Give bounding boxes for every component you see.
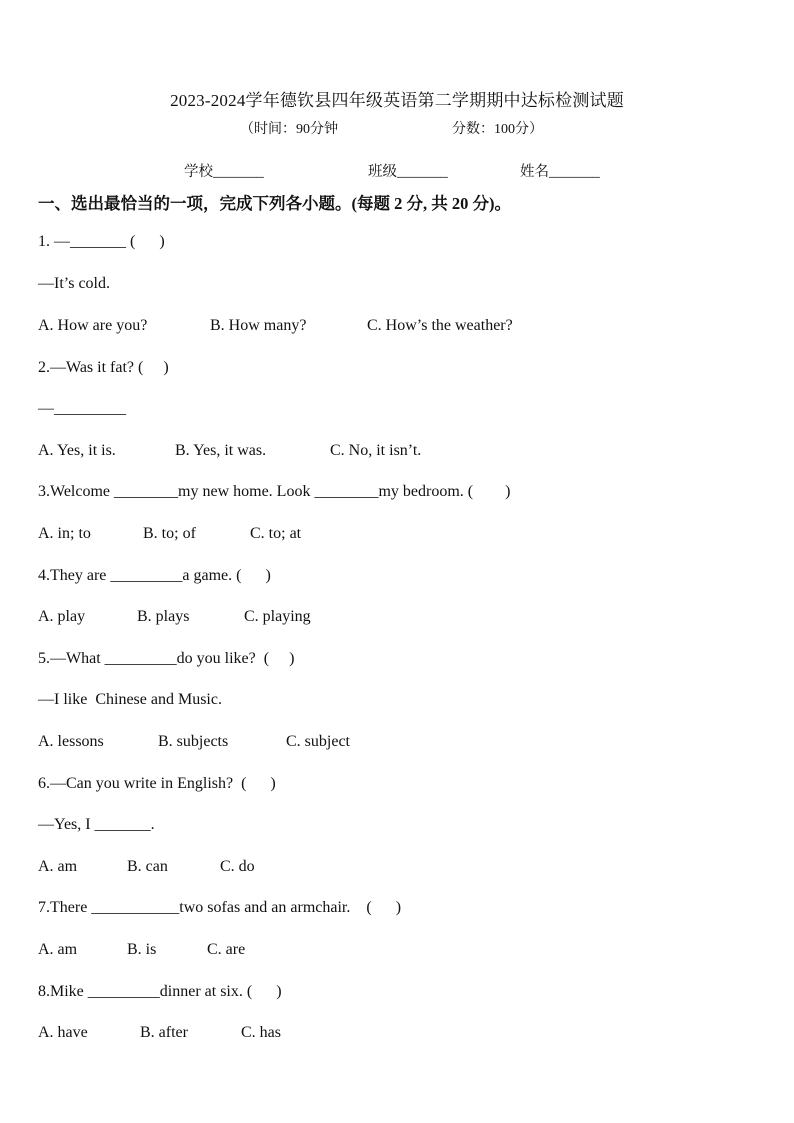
option-a[interactable]: A. Yes, it is. bbox=[38, 442, 116, 459]
question-2-dialogue: —_________ bbox=[38, 400, 126, 417]
option-c[interactable]: C. subject bbox=[286, 733, 350, 750]
option-b[interactable]: B. How many? bbox=[210, 317, 307, 334]
option-c[interactable]: C. to; at bbox=[250, 525, 302, 542]
question-7-options bbox=[38, 941, 778, 1013]
question-3-options bbox=[38, 525, 778, 597]
option-c[interactable]: C. playing bbox=[244, 608, 311, 625]
question-4-stem: 4.They are _________a game. ( ) bbox=[38, 567, 271, 584]
question-6-dialogue: —Yes, I _______. bbox=[38, 816, 155, 833]
question-6-stem: 6.—Can you write in English? ( ) bbox=[38, 775, 276, 792]
option-c[interactable]: C. No, it isn’t. bbox=[330, 442, 422, 459]
option-a[interactable]: A. in; to bbox=[38, 525, 91, 542]
page-title: 2023-2024学年德钦县四年级英语第二学期期中达标检测试题 bbox=[170, 91, 624, 110]
question-1-dialogue: —It’s cold. bbox=[38, 275, 110, 292]
question-6-options bbox=[38, 858, 778, 930]
question-7-stem: 7.There ___________two sofas and an armchair. ( ) bbox=[38, 899, 402, 916]
section-heading: 一、选出最恰当的一项，完成下列各小题。(每题 2 分, 共 20 分)。 bbox=[38, 194, 511, 213]
option-b[interactable]: B. Yes, it was. bbox=[175, 442, 267, 459]
name-field[interactable]: 姓名_______ bbox=[520, 164, 600, 180]
question-3-stem: 3.Welcome ________my new home. Look ________my bedroom. ( ) bbox=[38, 483, 511, 500]
option-c[interactable]: C. do bbox=[220, 858, 255, 875]
question-5-options bbox=[38, 733, 778, 805]
question-2-stem: 2.—Was it fat? ( ) bbox=[38, 359, 169, 376]
option-a[interactable]: A. am bbox=[38, 858, 78, 875]
option-a[interactable]: A. am bbox=[38, 941, 78, 958]
option-a[interactable]: A. lessons bbox=[38, 733, 104, 750]
option-b[interactable]: B. subjects bbox=[158, 733, 229, 750]
question-5-dialogue: —I like Chinese and Music. bbox=[38, 691, 222, 708]
option-b[interactable]: B. to; of bbox=[143, 525, 196, 542]
question-8-options bbox=[38, 1024, 778, 1096]
option-a[interactable]: A. have bbox=[38, 1024, 88, 1041]
option-c[interactable]: C. has bbox=[241, 1024, 281, 1041]
option-c[interactable]: C. How’s the weather? bbox=[367, 317, 513, 334]
option-b[interactable]: B. plays bbox=[137, 608, 190, 625]
time-limit: （时间：90分钟 bbox=[240, 122, 338, 137]
question-4-options bbox=[38, 608, 778, 680]
question-5-stem: 5.—What _________do you like? ( ) bbox=[38, 650, 295, 667]
total-score: 分数：100分） bbox=[452, 122, 543, 137]
question-8-stem: 8.Mike _________dinner at six. ( ) bbox=[38, 983, 282, 1000]
question-1-options bbox=[38, 317, 778, 389]
question-2-options bbox=[38, 442, 778, 514]
option-a[interactable]: A. How are you? bbox=[38, 317, 148, 334]
question-1-stem: 1. —_______ ( ) bbox=[38, 233, 165, 250]
option-a[interactable]: A. play bbox=[38, 608, 86, 625]
option-b[interactable]: B. is bbox=[127, 941, 157, 958]
option-c[interactable]: C. are bbox=[207, 941, 246, 958]
school-field[interactable]: 学校_______ bbox=[184, 164, 264, 180]
class-field[interactable]: 班级_______ bbox=[368, 164, 448, 180]
option-b[interactable]: B. can bbox=[127, 858, 168, 875]
option-b[interactable]: B. after bbox=[140, 1024, 188, 1041]
